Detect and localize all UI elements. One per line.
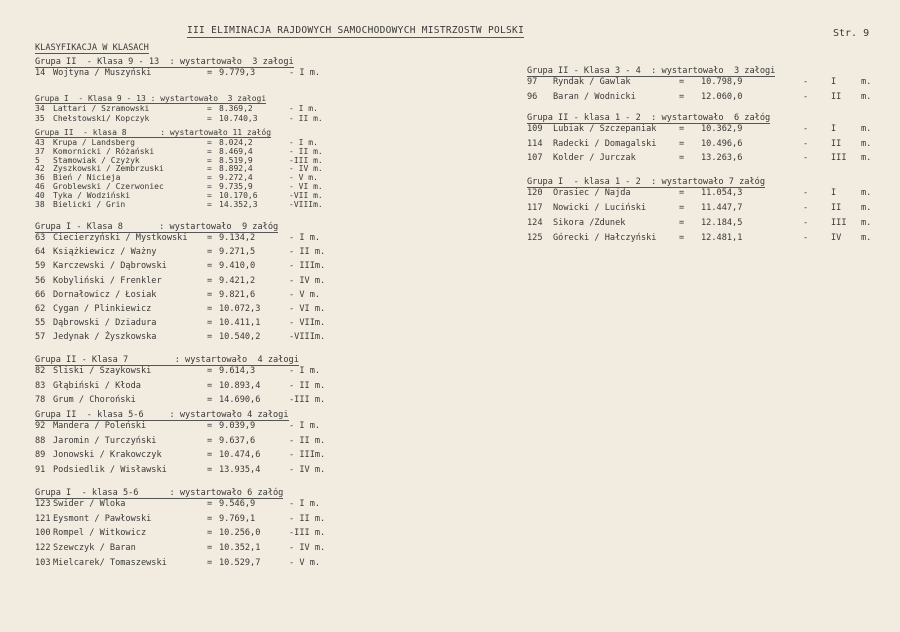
equals-sign: = [207, 395, 213, 405]
crew-names: Rompel / Witkowicz [53, 528, 147, 539]
dash-separator: - [803, 203, 809, 213]
result-time: 12.060,0 [701, 92, 743, 102]
equals-sign: = [207, 513, 213, 524]
equals-sign: = [207, 303, 213, 314]
result-time: 10.496,6 [701, 138, 743, 149]
start-number: 125 [527, 233, 543, 243]
result-time: 9.410,0 [219, 261, 256, 272]
equals-sign: = [207, 138, 212, 147]
class-place: I [831, 188, 837, 198]
result-time: 10.474,6 [219, 450, 261, 460]
result-row [35, 147, 335, 156]
result-time: 9.637,6 [219, 435, 256, 446]
start-number: 42 [35, 164, 45, 174]
start-number: 37 [35, 146, 45, 156]
equals-sign: = [207, 104, 212, 113]
class-place: - II m. [289, 435, 326, 446]
page-number: Str. 9 [833, 28, 870, 39]
start-number: 121 [35, 513, 51, 524]
dash-separator: - [803, 153, 809, 163]
crew-names: Karczewski / Dąbrowski [53, 261, 167, 272]
equals-sign: = [207, 543, 213, 554]
crew-names: Mandera / Poleński [53, 421, 147, 431]
class-group [527, 66, 877, 107]
group-heading: Grupa II - klasa 8 : wystartowało 11 załóg [35, 128, 272, 137]
class-place: - II m. [289, 513, 326, 524]
start-number: 120 [527, 188, 543, 198]
class-place: -III m. [289, 528, 326, 539]
start-number: 46 [35, 181, 45, 191]
class-place: - I m. [289, 104, 318, 113]
group-heading: Grupa II - klasa 5-6 : wystartowało 4 załogi [35, 410, 289, 420]
result-time: 9.134,2 [219, 233, 256, 243]
class-place: II [831, 92, 842, 102]
dash-separator: - [803, 188, 809, 198]
crew-names: Książkiewicz / Ważny [53, 247, 157, 258]
result-row [35, 164, 335, 173]
result-row [35, 68, 335, 80]
crew-names: Krupa / Landsberg [53, 138, 135, 147]
class-place: - VI m. [289, 181, 323, 191]
class-group [35, 222, 335, 347]
result-time: 8.519,9 [219, 155, 253, 165]
crew-names: Ciecierzyński / Mystkowski [53, 233, 188, 243]
class-place: - I m. [289, 138, 318, 147]
class-place: - IIIm. [289, 261, 326, 272]
equals-sign: = [679, 77, 685, 87]
result-row [35, 499, 335, 514]
equals-sign: = [207, 464, 213, 475]
result-row [35, 191, 335, 200]
result-time: 8.892,4 [219, 164, 253, 174]
crew-names: Sliski / Szaykowski [53, 366, 152, 376]
start-number: 122 [35, 543, 51, 554]
result-row [527, 77, 877, 92]
result-row [35, 173, 335, 182]
equals-sign: = [207, 199, 212, 209]
equals-sign: = [207, 275, 213, 286]
result-row [35, 104, 335, 114]
class-group [35, 57, 335, 80]
equals-sign: = [207, 499, 213, 509]
section-subtitle: KLASYFIKACJA W KLASACH [35, 43, 149, 53]
class-group [35, 410, 335, 479]
result-row [35, 182, 335, 191]
result-row [527, 153, 877, 168]
result-row [35, 514, 335, 529]
result-time: 12.481,1 [701, 233, 743, 243]
result-time: 13.263,6 [701, 153, 743, 163]
result-time: 10.170,6 [219, 190, 258, 200]
result-time: 9.769,1 [219, 513, 256, 524]
equals-sign: = [679, 92, 685, 102]
start-number: 123 [35, 499, 51, 509]
crew-names: Baran / Wodnicki [553, 92, 636, 102]
start-number: 100 [35, 528, 51, 539]
result-row [527, 218, 877, 233]
crew-names: Groblewski / Czerwoniec [53, 181, 164, 191]
equals-sign: = [679, 138, 685, 149]
result-time: 9.821,6 [219, 289, 256, 300]
result-row [527, 139, 877, 154]
equals-sign: = [207, 380, 213, 391]
result-time: 9.546,9 [219, 499, 256, 509]
class-place: - I m. [289, 366, 321, 376]
equals-sign: = [207, 146, 212, 156]
start-number: 88 [35, 435, 46, 446]
result-time: 10.256,0 [219, 528, 261, 539]
class-place: - I m. [289, 233, 321, 243]
start-number: 107 [527, 153, 543, 163]
class-place: I [831, 124, 837, 134]
start-number: 109 [527, 124, 543, 134]
equals-sign: = [207, 164, 212, 174]
class-place: - I m. [289, 421, 321, 431]
crew-names: Nowicki / Luciński [553, 203, 647, 213]
equals-sign: = [207, 114, 212, 123]
equals-sign: = [207, 68, 213, 78]
crew-names: Komornicki / Różański [53, 146, 155, 156]
dash-separator: - [803, 138, 809, 149]
result-time: 10.362,9 [701, 124, 743, 134]
result-row [35, 558, 335, 573]
crew-names: Swider / Wloka [53, 499, 126, 509]
result-time: 10.740,3 [219, 114, 258, 123]
start-number: 5 [35, 155, 40, 165]
class-place: -VIIIm. [289, 332, 326, 343]
class-group [527, 177, 877, 248]
start-number: 97 [527, 77, 538, 87]
equals-sign: = [207, 173, 212, 183]
class-group [35, 94, 335, 124]
result-row [527, 92, 877, 107]
class-place: -VIIIm. [289, 199, 323, 209]
crew-names: Kobyliński / Frenkler [53, 275, 162, 286]
result-time: 10.798,9 [701, 77, 743, 87]
equals-sign: = [207, 450, 213, 460]
equals-sign: = [679, 188, 685, 198]
group-heading: Grupa I - klasa 5-6 : wystartowało 6 załóg [35, 488, 284, 498]
result-time: 10.072,3 [219, 303, 261, 314]
crew-names: Podsiedlik / Wisławski [53, 464, 167, 475]
result-row [35, 332, 335, 346]
result-row [35, 450, 335, 465]
class-place: - IIIm. [289, 450, 326, 460]
equals-sign: = [207, 421, 213, 431]
class-group [35, 488, 335, 572]
start-number: 124 [527, 218, 543, 228]
equals-sign: = [207, 261, 213, 272]
crew-names: Tyka / Wodziński [53, 190, 131, 200]
result-time: 12.184,5 [701, 218, 743, 228]
result-row [35, 233, 335, 247]
class-place: - II m. [289, 380, 326, 391]
class-group [35, 128, 335, 208]
class-place: III [831, 218, 847, 228]
start-number: 117 [527, 203, 543, 213]
start-number: 62 [35, 303, 46, 314]
result-row [35, 114, 335, 124]
crew-names: Sikora /Zdunek [553, 218, 626, 228]
start-number: 114 [527, 138, 543, 149]
result-row [35, 318, 335, 332]
result-row [35, 247, 335, 261]
start-number: 83 [35, 380, 46, 391]
start-number: 36 [35, 173, 45, 183]
dash-separator: - [803, 124, 809, 134]
start-number: 43 [35, 138, 45, 147]
crew-names: Cygan / Plinkiewicz [53, 303, 152, 314]
start-number: 78 [35, 395, 46, 405]
class-place: IV [831, 233, 842, 243]
equals-sign: = [207, 233, 213, 243]
group-heading: Grupa II - Klasa 3 - 4 : wystartowało 3 załogi [527, 66, 776, 76]
equals-sign: = [679, 203, 685, 213]
equals-sign: = [207, 318, 213, 329]
start-number: 38 [35, 199, 45, 209]
equals-sign: = [207, 289, 213, 300]
result-time: 9.779,3 [219, 68, 256, 78]
class-place: -VII m. [289, 190, 323, 200]
result-row [35, 381, 335, 396]
equals-sign: = [207, 366, 213, 376]
result-time: 8.469,4 [219, 146, 253, 156]
group-heading: Grupa II - Klasa 9 - 13 : wystartowało 3 załogi [35, 57, 294, 67]
group-heading: Grupa II - Klasa 7 : wystartowało 4 załogi [35, 355, 299, 365]
crew-names: Wojtyna / Muszyński [53, 68, 152, 78]
start-number: 35 [35, 114, 45, 123]
result-row [35, 156, 335, 165]
result-time: 9.272,4 [219, 173, 253, 183]
class-group [35, 355, 335, 410]
crew-names: Stamowiak / Czyżyk [53, 155, 140, 165]
crew-names: Eysmont / Pawłowski [53, 513, 152, 524]
equals-sign: = [207, 155, 212, 165]
start-number: 55 [35, 318, 46, 329]
crew-names: Mielcarek/ Tomaszewski [53, 557, 167, 568]
start-number: 82 [35, 366, 46, 376]
place-unit: m. [861, 153, 872, 163]
result-row [35, 276, 335, 290]
crew-names: Chełstowski/ Kopczyk [53, 114, 150, 123]
crew-names: Górecki / Hałczyński [553, 233, 657, 243]
dash-separator: - [803, 77, 809, 87]
group-heading: Grupa I - Klasa 8 : wystartowało 9 załóg [35, 222, 279, 232]
crew-names: Ryndak / Gawlak [553, 77, 631, 87]
class-place: -III m. [289, 155, 323, 165]
class-place: - IV m. [289, 543, 326, 554]
result-time: 11.447,7 [701, 203, 743, 213]
result-row [35, 366, 335, 381]
class-place: - II m. [289, 114, 323, 123]
class-place: - VIIm. [289, 318, 326, 329]
equals-sign: = [679, 124, 685, 134]
class-place: - IV m. [289, 164, 323, 174]
class-place: - I m. [289, 499, 321, 509]
crew-names: Lattari / Szramowski [53, 104, 150, 113]
start-number: 89 [35, 450, 46, 460]
result-time: 10.352,1 [219, 543, 261, 554]
equals-sign: = [679, 233, 685, 243]
class-place: - II m. [289, 146, 323, 156]
result-time: 10.529,7 [219, 557, 261, 568]
result-time: 14.690,6 [219, 395, 261, 405]
start-number: 96 [527, 92, 538, 102]
crew-names: Lubiak / Szczepaniak [553, 124, 657, 134]
class-place: - I m. [289, 68, 321, 78]
crew-names: Dąbrowski / Dziadura [53, 318, 157, 329]
class-place: II [831, 203, 842, 213]
result-row [35, 528, 335, 543]
group-heading: Grupa II - klasa 1 - 2 : wystartowało 6 załóg [527, 113, 771, 123]
class-place: - II m. [289, 247, 326, 258]
result-row [527, 124, 877, 139]
document-title: III ELIMINACJA RAJDOWYCH SAMOCHODOWYCH MISTRZOSTW POLSKI [187, 25, 525, 36]
start-number: 64 [35, 247, 46, 258]
class-place: - VI m. [289, 303, 326, 314]
crew-names: Szewczyk / Baran [53, 543, 136, 554]
result-time: 10.411,1 [219, 318, 261, 329]
equals-sign: = [207, 181, 212, 191]
place-unit: m. [861, 188, 872, 198]
result-time: 8.024,2 [219, 138, 253, 147]
class-place: III [831, 153, 847, 163]
result-time: 13.935,4 [219, 464, 261, 475]
result-time: 10.540,2 [219, 332, 261, 343]
result-row [527, 203, 877, 218]
result-row [35, 395, 335, 410]
result-row [35, 543, 335, 558]
result-row [35, 304, 335, 318]
group-heading: Grupa I - klasa 1 - 2 : wystartowało 7 załóg [527, 177, 765, 187]
crew-names: Kolder / Jurczak [553, 153, 636, 163]
equals-sign: = [207, 528, 213, 539]
class-place: I [831, 77, 837, 87]
equals-sign: = [679, 153, 685, 163]
crew-names: Dornałowicz / Łosiak [53, 289, 157, 300]
class-group [527, 113, 877, 168]
dash-separator: - [803, 233, 809, 243]
result-row [35, 138, 335, 147]
crew-names: Jedynak / Żyszkowska [53, 332, 157, 343]
crew-names: Zyszkowski / Zembrzuski [53, 164, 164, 174]
crew-names: Jonowski / Krakowczyk [53, 450, 162, 460]
start-number: 103 [35, 557, 51, 568]
class-place: -III m. [289, 395, 326, 405]
result-time: 11.054,3 [701, 188, 743, 198]
equals-sign: = [207, 332, 213, 343]
start-number: 40 [35, 190, 45, 200]
class-place: - IV m. [289, 275, 326, 286]
crew-names: Jaromin / Turczyński [53, 435, 157, 446]
result-row [35, 465, 335, 480]
result-row [35, 200, 335, 209]
crew-names: Głąbiński / Kłoda [53, 380, 141, 391]
place-unit: m. [861, 124, 872, 134]
result-row [35, 421, 335, 436]
crew-names: Radecki / Domagalski [553, 138, 657, 149]
result-time: 9.271,5 [219, 247, 256, 258]
result-time: 9.735,9 [219, 181, 253, 191]
result-time: 9.614,3 [219, 366, 256, 376]
crew-names: Orasiec / Najda [553, 188, 631, 198]
start-number: 63 [35, 233, 46, 243]
result-time: 10.893,4 [219, 380, 261, 391]
start-number: 57 [35, 332, 46, 343]
place-unit: m. [861, 218, 872, 228]
class-place: II [831, 138, 842, 149]
place-unit: m. [861, 77, 872, 87]
place-unit: m. [861, 203, 872, 213]
equals-sign: = [207, 247, 213, 258]
start-number: 56 [35, 275, 46, 286]
equals-sign: = [207, 190, 212, 200]
equals-sign: = [207, 435, 213, 446]
class-place: - V m. [289, 173, 318, 183]
class-place: - IV m. [289, 464, 326, 475]
start-number: 14 [35, 68, 46, 78]
start-number: 34 [35, 104, 45, 113]
class-place: - V m. [289, 289, 321, 300]
dash-separator: - [803, 92, 809, 102]
crew-names: Grum / Choroński [53, 395, 136, 405]
place-unit: m. [861, 233, 872, 243]
result-time: 14.352,3 [219, 199, 258, 209]
start-number: 91 [35, 464, 46, 475]
crew-names: Bielicki / Grin [53, 199, 126, 209]
result-row [35, 290, 335, 304]
class-place: - V m. [289, 557, 321, 568]
result-row [527, 233, 877, 248]
group-heading: Grupa I - Klasa 9 - 13 : wystartowało 3 załogi [35, 94, 267, 103]
result-row [35, 436, 335, 451]
equals-sign: = [679, 218, 685, 228]
result-row [527, 188, 877, 203]
start-number: 59 [35, 261, 46, 272]
place-unit: m. [861, 92, 872, 102]
crew-names: Bień / Nicieja [53, 173, 121, 183]
start-number: 66 [35, 289, 46, 300]
result-row [35, 261, 335, 275]
start-number: 92 [35, 421, 46, 431]
result-time: 8.369,2 [219, 104, 253, 113]
equals-sign: = [207, 557, 213, 568]
result-time: 9.039,9 [219, 421, 256, 431]
result-time: 9.421,2 [219, 275, 256, 286]
place-unit: m. [861, 138, 872, 149]
dash-separator: - [803, 218, 809, 228]
